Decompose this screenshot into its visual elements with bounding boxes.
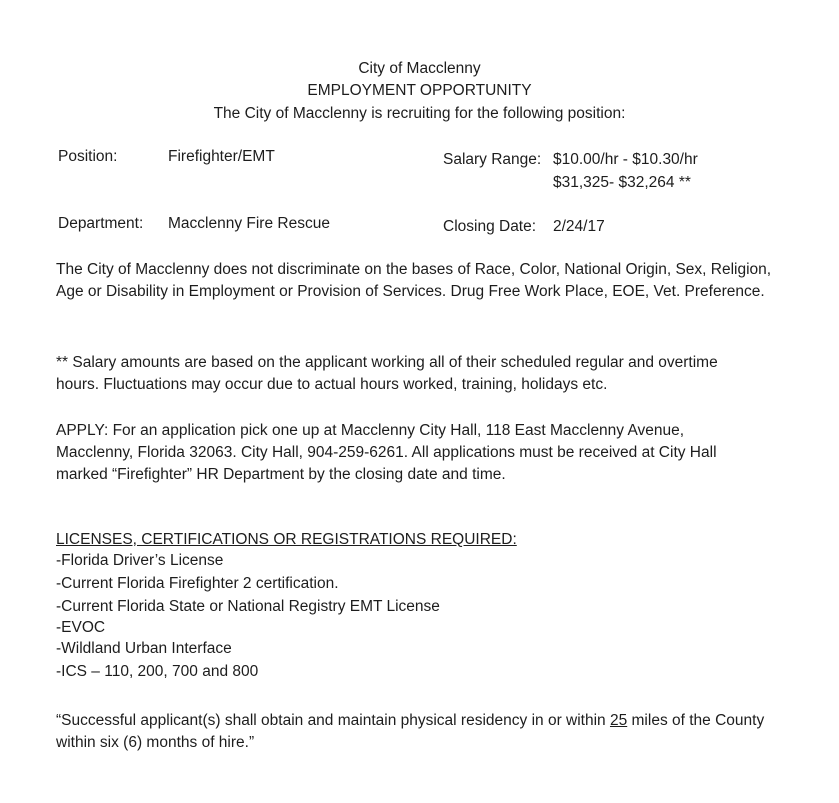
position-value: Firefighter/EMT bbox=[168, 148, 275, 165]
requirement-item: -Florida Driver’s License bbox=[56, 552, 224, 569]
salary-note-paragraph: ** Salary amounts are based on the applicant working all of their scheduled regular and overtime hours. Fluctuations may occur due to actual hours worked, training, holidays etc. bbox=[56, 354, 718, 393]
requirement-item: -Current Florida State or National Registry EMT License bbox=[56, 598, 440, 615]
closing-date-label: Closing Date: bbox=[443, 218, 537, 235]
city-name: City of Macclenny bbox=[358, 60, 481, 77]
residency-paragraph bbox=[56, 710, 781, 754]
department-value: Macclenny Fire Rescue bbox=[168, 215, 330, 232]
posting-title: EMPLOYMENT OPPORTUNITY bbox=[307, 82, 532, 99]
intro-line: The City of Macclenny is recruiting for the following position: bbox=[213, 105, 626, 122]
requirements-heading: LICENSES, CERTIFICATIONS OR REGISTRATIONS REQUIRED: bbox=[56, 531, 517, 548]
department-label: Department: bbox=[58, 215, 144, 232]
salary-annual: $31,325- $32,264 ** bbox=[553, 174, 691, 191]
salary-hourly: $10.00/hr - $10.30/hr bbox=[553, 151, 698, 168]
requirement-item: -Current Florida Firefighter 2 certification. bbox=[56, 575, 339, 592]
requirement-item: -EVOC bbox=[56, 619, 106, 636]
requirement-item: -Wildland Urban Interface bbox=[56, 640, 232, 657]
requirement-item: -ICS – 110, 200, 700 and 800 bbox=[56, 663, 259, 680]
position-label: Position: bbox=[58, 148, 118, 165]
non-discrimination-paragraph: The City of Macclenny does not discriminate on the bases of Race, Color, National Origin, Sex, Religion, Age or Disability in Employment or Provision of Services. Drug Free Work Place, EOE, Vet. Preference. bbox=[56, 261, 772, 300]
residency-text-before: “Successful applicant(s) shall obtain and maintain physical residency in or within bbox=[56, 712, 610, 729]
closing-date-value: 2/24/17 bbox=[553, 218, 605, 235]
residency-miles: 25 bbox=[609, 712, 628, 729]
residency-text-after: miles of the County within six (6) months of hire.” bbox=[56, 712, 765, 751]
salary-label: Salary Range: bbox=[443, 151, 542, 168]
apply-paragraph: APPLY: For an application pick one up at Macclenny City Hall, 118 East Macclenny Avenue, Macclenny, Florida 32063. City Hall, 904-259-6261. All applications must be received at City Hall marked “Firefighter” HR Department by the closing date and time. bbox=[56, 422, 717, 483]
